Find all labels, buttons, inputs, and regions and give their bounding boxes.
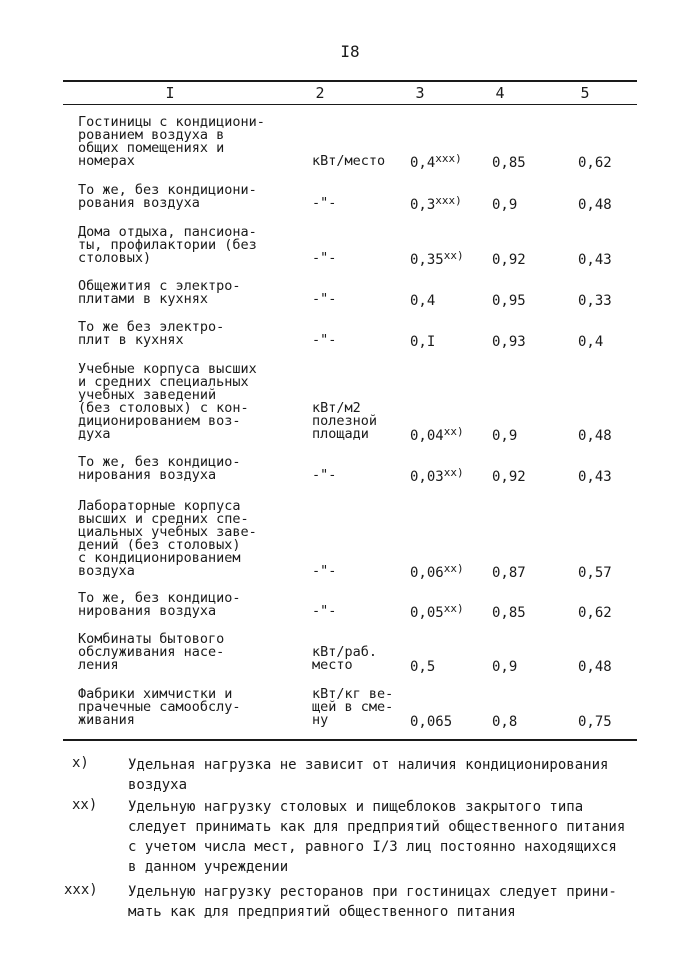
- row-value-3: 0,4: [410, 293, 436, 309]
- row-value-4: 0,85: [492, 605, 526, 621]
- row-unit: -"-: [312, 195, 337, 211]
- row-value-3: 0,3$^{xxx)}$: [410, 194, 462, 213]
- footnote-text: Удельная нагрузка не зависит от наличия кондиционирования воздуха: [128, 757, 609, 793]
- footnote-mark: x): [72, 755, 89, 771]
- row-value-3: 0,03$^{xx)}$: [410, 466, 464, 485]
- row-name: То же без электро- плит в кухнях: [78, 319, 225, 348]
- row-unit: -"-: [312, 250, 337, 266]
- page-number: I8: [340, 42, 360, 61]
- row-name: То же, без кондицио- нирования воздуха: [78, 454, 241, 483]
- column-header-3: 3: [415, 84, 425, 102]
- row-value-3: 0,35$^{xx)}$: [410, 249, 464, 268]
- row-name: То же, без кондициони- рования воздуха: [78, 182, 257, 211]
- footnote-text: Удельную нагрузку ресторанов при гостиницах следует прини- мать как для предприятий общественного питания: [128, 884, 617, 920]
- table-header-rule: [63, 104, 637, 105]
- row-value-5: 0,75: [578, 714, 612, 730]
- row-value-3: 0,I: [410, 334, 436, 350]
- row-value-5: 0,57: [578, 565, 612, 581]
- row-value-4: 0,95: [492, 293, 526, 309]
- row-name: Учебные корпуса высших и средних специальных учебных заведений (без столовых) с кон- диционированием воз- духа: [78, 361, 257, 442]
- row-name: Общежития с электро- плитами в кухнях: [78, 278, 241, 307]
- footnote-mark: ххх): [64, 882, 98, 898]
- row-value-4: 0,8: [492, 714, 518, 730]
- row-unit: -"-: [312, 291, 337, 307]
- row-unit: кВт/кг ве- щей в сме- ну: [312, 686, 394, 728]
- column-header-5: 5: [580, 84, 590, 102]
- row-value-5: 0,43: [578, 252, 612, 268]
- row-unit: -"-: [312, 467, 337, 483]
- row-value-4: 0,93: [492, 334, 526, 350]
- row-value-4: 0,9: [492, 197, 518, 213]
- row-value-5: 0,33: [578, 293, 612, 309]
- row-name: Фабрики химчистки и прачечные самообслу- живания: [78, 686, 241, 728]
- row-value-3: 0,065: [410, 714, 453, 730]
- column-header-4: 4: [495, 84, 505, 102]
- row-unit: -"-: [312, 563, 337, 579]
- row-value-5: 0,48: [578, 659, 612, 675]
- row-value-4: 0,92: [492, 469, 526, 485]
- footnote-text: Удельную нагрузку столовых и пищеблоков закрытого типа следует принимать как для предприятий общественного питания с учетом числа мест, равного I/3 лиц постоянно находящихся в данном учреждении: [128, 799, 626, 875]
- row-unit: кВт/м2 полезной площади: [312, 400, 378, 442]
- column-header-2: 2: [315, 84, 325, 102]
- row-value-4: 0,87: [492, 565, 526, 581]
- row-name: То же, без кондицио- нирования воздуха: [78, 590, 241, 619]
- row-value-3: 0,4$^{xxx)}$: [410, 152, 462, 171]
- row-value-4: 0,92: [492, 252, 526, 268]
- table-top-rule: [63, 80, 637, 82]
- row-value-5: 0,43: [578, 469, 612, 485]
- row-name: Комбинаты бытового обслуживания насе- ления: [78, 631, 225, 673]
- row-value-4: 0,85: [492, 155, 526, 171]
- row-unit: -"-: [312, 603, 337, 619]
- footnote-mark: xx): [72, 797, 98, 813]
- row-value-5: 0,4: [578, 334, 604, 350]
- row-unit: -"-: [312, 332, 337, 348]
- row-value-5: 0,62: [578, 605, 612, 621]
- row-value-3: 0,05$^{xx)}$: [410, 602, 464, 621]
- row-value-3: 0,5: [410, 659, 436, 675]
- row-name: Гостиницы с кондициони- рованием воздуха в общих помещениях и номерах: [78, 114, 265, 169]
- table-bottom-rule: [63, 739, 637, 741]
- row-value-5: 0,48: [578, 197, 612, 213]
- row-unit: кВт/место: [312, 153, 386, 169]
- row-name: Лабораторные корпуса высших и средних спе- циальных учебных заве- дений (без столовых) с кондиционированием воздуха: [78, 498, 257, 579]
- row-value-3: 0,04$^{xx)}$: [410, 425, 464, 444]
- row-value-5: 0,62: [578, 155, 612, 171]
- row-value-4: 0,9: [492, 428, 518, 444]
- row-name: Дома отдыха, пансиона- ты, профилактории (без столовых): [78, 224, 257, 266]
- column-header-1: I: [165, 84, 175, 102]
- row-value-5: 0,48: [578, 428, 612, 444]
- row-value-3: 0,06$^{xx)}$: [410, 562, 464, 581]
- row-unit: кВт/раб. место: [312, 644, 378, 673]
- row-value-4: 0,9: [492, 659, 518, 675]
